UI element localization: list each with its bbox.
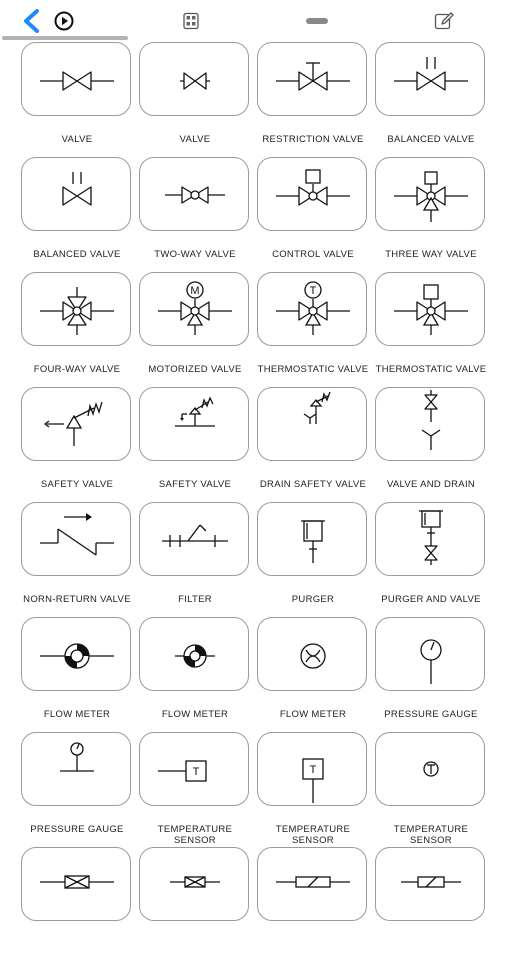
purger-icon	[258, 503, 368, 577]
symbol-cell	[21, 272, 133, 387]
symbol-tile[interactable]	[139, 502, 249, 576]
grid-icon	[181, 11, 201, 31]
symbol-label: NORN-RETURN VALVE	[23, 594, 131, 605]
cross-box-icon	[22, 848, 132, 922]
symbol-cell	[257, 272, 369, 387]
symbol-tile[interactable]	[375, 387, 485, 461]
pressure-gauge-icon	[376, 618, 486, 692]
symbol-cell	[375, 42, 487, 157]
symbol-label: FLOW METER	[43, 709, 111, 720]
pencil-edit-icon	[433, 10, 455, 32]
symbol-cell	[139, 387, 251, 502]
symbol-cell	[139, 157, 251, 272]
symbol-label: PRESSURE GAUGE	[384, 709, 478, 720]
scroll-indicator[interactable]	[2, 36, 128, 40]
symbol-cell	[21, 732, 133, 847]
symbol-tile[interactable]	[375, 157, 485, 231]
two-way-valve-icon	[140, 158, 250, 232]
small-valve-icon	[140, 43, 250, 117]
non-return-valve-icon	[22, 503, 132, 577]
symbol-tile[interactable]	[21, 157, 131, 231]
gate-valve-icon	[22, 43, 132, 117]
balanced-valve-vertical-icon	[22, 158, 132, 232]
symbol-cell	[21, 617, 133, 732]
symbol-label: THERMOSTATIC VALVE	[257, 364, 369, 375]
symbol-label: TWO-WAY VALVE	[154, 249, 236, 260]
slash-box-icon	[258, 848, 368, 922]
symbol-label: PURGER	[291, 594, 335, 605]
symbol-tile[interactable]	[257, 732, 367, 806]
symbol-tile[interactable]	[21, 42, 131, 116]
symbol-label: MOTORIZED VALVE	[148, 364, 242, 375]
symbol-label: FILTER	[178, 594, 212, 605]
symbol-label: BALANCED VALVE	[387, 134, 475, 145]
temperature-sensor-vertical-icon	[258, 733, 368, 807]
edit-button[interactable]	[429, 6, 459, 36]
symbol-label: FLOW METER	[161, 709, 229, 720]
symbol-cell	[257, 732, 369, 847]
symbol-cell	[21, 847, 133, 962]
symbol-label: VALVE	[179, 134, 211, 145]
symbol-cell	[21, 42, 133, 157]
symbol-cell	[375, 847, 487, 962]
filter-icon	[140, 503, 250, 577]
symbol-label: THERMOSTATIC VALVE	[375, 364, 487, 375]
restriction-valve-icon	[258, 43, 368, 117]
play-button[interactable]	[49, 6, 79, 36]
symbol-label: FLOW METER	[279, 709, 347, 720]
flow-meter-small-icon	[140, 618, 250, 692]
svg-text:T: T	[309, 285, 317, 297]
safety-valve-icon	[22, 388, 132, 462]
symbol-cell	[21, 387, 133, 502]
balanced-valve-icon	[376, 43, 486, 117]
symbol-tile[interactable]	[257, 157, 367, 231]
temperature-sensor-square-icon	[140, 733, 250, 807]
slash-box-small-icon	[376, 848, 486, 922]
symbol-tile[interactable]	[375, 732, 485, 806]
grid-button[interactable]	[176, 6, 206, 36]
symbol-cell	[375, 502, 487, 617]
thermostatic-valve-square-icon	[376, 273, 486, 347]
symbol-tile[interactable]	[375, 617, 485, 691]
symbol-tile[interactable]	[139, 617, 249, 691]
symbol-tile[interactable]	[257, 502, 367, 576]
symbol-tile[interactable]	[257, 42, 367, 116]
symbol-cell	[257, 42, 369, 157]
control-valve-icon	[258, 158, 368, 232]
symbol-tile[interactable]	[139, 272, 249, 346]
symbol-tile[interactable]	[139, 847, 249, 921]
symbol-label: BALANCED VALVE	[33, 249, 121, 260]
symbol-tile[interactable]	[21, 502, 131, 576]
flow-meter-icon	[22, 618, 132, 692]
symbol-grid	[0, 42, 507, 962]
symbol-tile[interactable]	[375, 42, 485, 116]
symbol-cell	[139, 42, 251, 157]
symbol-label: DRAIN SAFETY VALVE	[259, 479, 367, 490]
symbol-cell	[375, 387, 487, 502]
back-button[interactable]	[17, 6, 47, 36]
symbol-cell	[139, 847, 251, 962]
symbol-tile[interactable]	[257, 272, 367, 346]
symbol-cell	[257, 617, 369, 732]
symbol-tile[interactable]	[375, 502, 485, 576]
flow-meter-circle-icon	[258, 618, 368, 692]
symbol-tile[interactable]	[139, 387, 249, 461]
symbol-cell	[375, 272, 487, 387]
symbol-tile[interactable]	[139, 42, 249, 116]
symbol-cell	[257, 502, 369, 617]
symbol-label: CONTROL VALVE	[272, 249, 354, 260]
chevron-left-icon	[21, 8, 43, 34]
symbol-cell	[257, 387, 369, 502]
symbol-label: PURGER AND VALVE	[381, 594, 481, 605]
three-way-valve-icon	[376, 158, 486, 232]
symbol-label: TEMPERATURE SENSOR	[157, 824, 233, 846]
svg-text:T: T	[192, 766, 200, 778]
four-way-valve-icon	[22, 273, 132, 347]
symbol-cell	[257, 847, 369, 962]
symbol-label: TEMPERATURE SENSOR	[275, 824, 351, 846]
symbol-label: RESTRICTION VALVE	[262, 134, 364, 145]
symbol-label: TEMPERATURE SENSOR	[393, 824, 469, 846]
symbol-tile[interactable]	[139, 732, 249, 806]
symbol-tile[interactable]	[21, 272, 131, 346]
symbol-cell	[21, 157, 133, 272]
symbol-tile[interactable]	[375, 272, 485, 346]
symbol-cell	[139, 732, 251, 847]
symbol-tile[interactable]	[257, 617, 367, 691]
svg-text:T: T	[309, 764, 317, 776]
valve-and-drain-icon	[376, 388, 486, 462]
symbol-cell	[375, 157, 487, 272]
symbol-cell	[375, 732, 487, 847]
symbol-label: VALVE	[61, 134, 93, 145]
symbol-tile[interactable]	[257, 387, 367, 461]
pressure-gauge-line-icon	[22, 733, 132, 807]
svg-text:M: M	[190, 285, 200, 297]
temperature-sensor-circle-icon	[376, 733, 486, 807]
symbol-tile[interactable]	[139, 157, 249, 231]
safety-valve-small-icon	[140, 388, 250, 462]
symbol-tile[interactable]	[21, 617, 131, 691]
symbol-label: SAFETY VALVE	[40, 479, 114, 490]
cross-box-small-icon	[140, 848, 250, 922]
symbol-label: FOUR-WAY VALVE	[33, 364, 121, 375]
symbol-label: SAFETY VALVE	[158, 479, 232, 490]
symbol-cell	[139, 502, 251, 617]
thermostatic-valve-icon	[258, 273, 368, 347]
symbol-label: VALVE AND DRAIN	[386, 479, 476, 490]
minus-icon	[305, 16, 329, 26]
motorized-valve-icon	[140, 273, 250, 347]
minimize-button[interactable]	[302, 6, 332, 36]
symbol-cell	[257, 157, 369, 272]
symbol-tile[interactable]	[257, 847, 367, 921]
symbol-cell	[139, 617, 251, 732]
purger-and-valve-icon	[376, 503, 486, 577]
symbol-cell	[21, 502, 133, 617]
symbol-cell	[139, 272, 251, 387]
drain-safety-valve-icon	[258, 388, 368, 462]
symbol-tile[interactable]	[21, 732, 131, 806]
symbol-tile[interactable]	[21, 387, 131, 461]
play-circle-icon	[53, 10, 75, 32]
symbol-cell	[375, 617, 487, 732]
symbol-tile[interactable]	[375, 847, 485, 921]
top-toolbar	[0, 0, 507, 42]
symbol-label: PRESSURE GAUGE	[30, 824, 124, 835]
symbol-tile[interactable]	[21, 847, 131, 921]
symbol-label: THREE WAY VALVE	[385, 249, 477, 260]
